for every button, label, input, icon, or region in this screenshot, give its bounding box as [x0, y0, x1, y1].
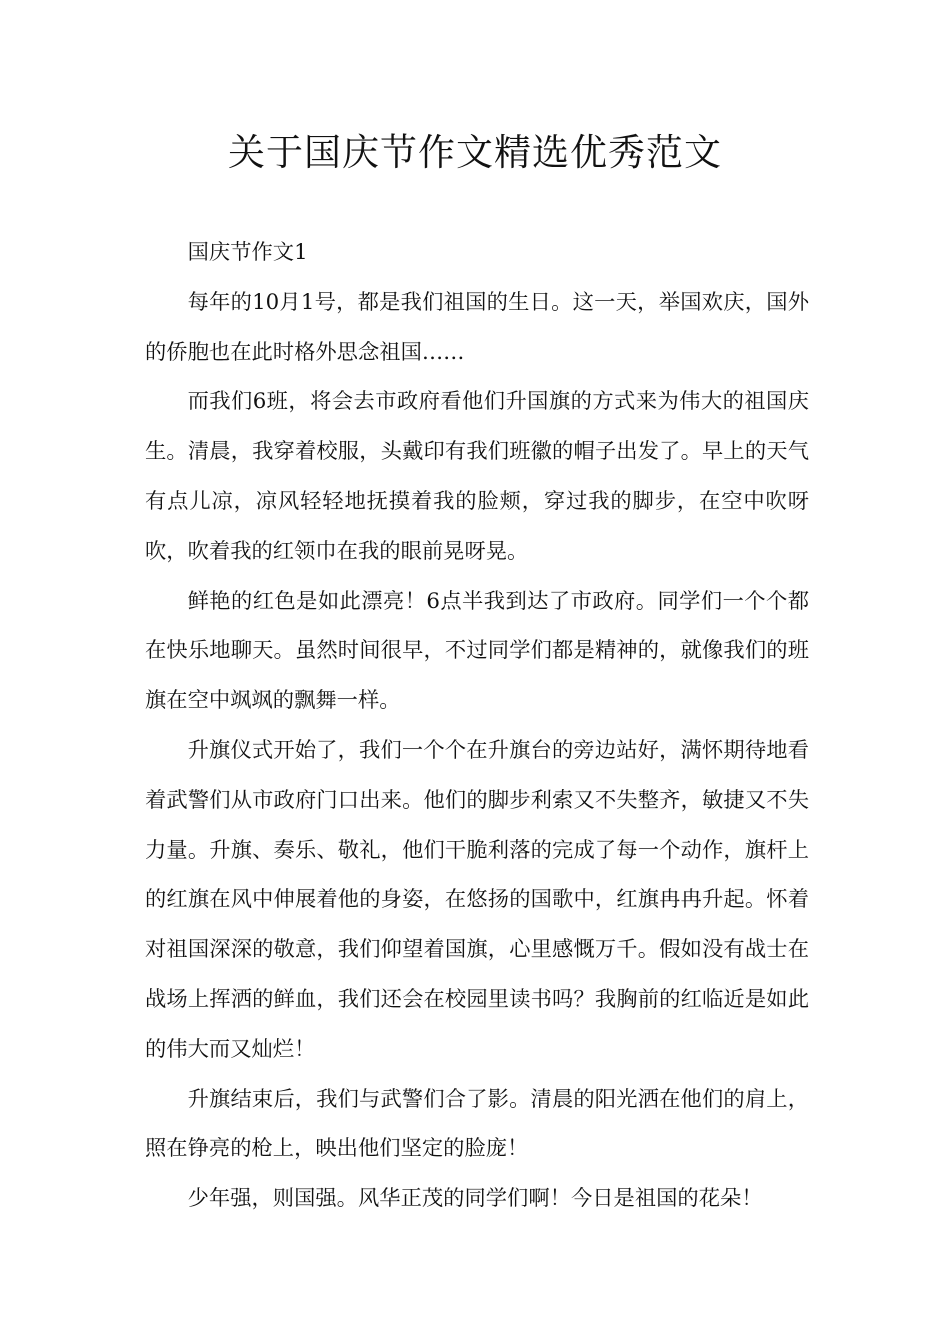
paragraph: 每年的10月1号，都是我们祖国的生日。这一天，举国欢庆，国外的侨胞也在此时格外思念祖国……	[145, 289, 809, 365]
document-body	[145, 228, 809, 1224]
document-title: 关于国庆节作文精选优秀范文	[228, 131, 722, 174]
section-heading: 国庆节作文1	[187, 240, 308, 265]
paragraph: 少年强，则国强。风华正茂的同学们啊！今日是祖国的花朵！	[187, 1186, 763, 1212]
paragraph: 而我们6班，将会去市政府看他们升国旗的方式来为伟大的祖国庆生。清晨，我穿着校服，头戴印有我们班徽的帽子出发了。早上的天气有点儿凉，凉风轻轻地抚摸着我的脸颊，穿过我的脚步，在空中吹呀吹，吹着我的红领巾在我的眼前晃呀晃。	[145, 389, 809, 564]
paragraph: 升旗仪式开始了，我们一个个在升旗台的旁边站好，满怀期待地看着武警们从市政府门口出来。他们的脚步利索又不失整齐，敏捷又不失力量。升旗、奏乐、敬礼，他们干脆利落的完成了每一个动作，旗杆上的红旗在风中伸展着他的身姿，在悠扬的国歌中，红旗冉冉升起。怀着对祖国深深的敬意，我们仰望着国旗，心里感慨万千。假如没有战士在战场上挥洒的鲜血，我们还会在校园里读书吗？我胸前的红临近是如此的伟大而又灿烂！	[145, 737, 809, 1062]
paragraph: 鲜艳的红色是如此漂亮！6点半我到达了市政府。同学们一个个都在快乐地聊天。虽然时间很早，不过同学们都是精神的，就像我们的班旗在空中飒飒的飘舞一样。	[145, 588, 809, 714]
paragraph: 升旗结束后，我们与武警们合了影。清晨的阳光洒在他们的肩上，照在铮亮的枪上，映出他们坚定的脸庞！	[145, 1086, 809, 1162]
